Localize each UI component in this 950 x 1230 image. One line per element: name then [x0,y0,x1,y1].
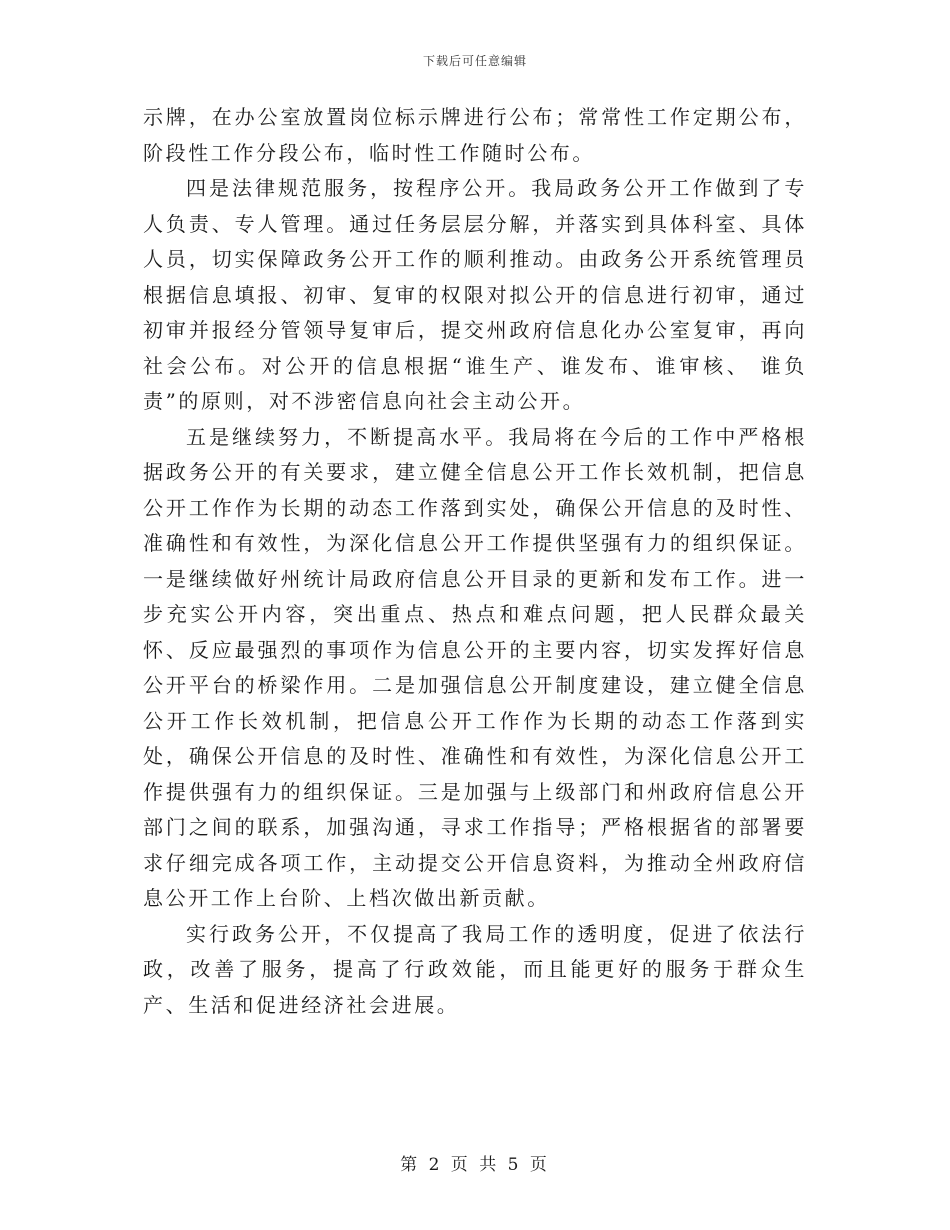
paragraph-item-five: 五是继续努力，不断提高水平。我局将在今后的工作中严格根据政务公开的有关要求，建立健全信息公开工作长效机制，把信息公开工作作为长期的动态工作落到实处，确保公开信息的及时性、准确性和有效性，为深化信息公开工作提供坚强有力的组织保证。一是继续做好州统计局政府信息公开目录的更新和发布工作。进一步充实公开内容，突出重点、热点和难点问题，把人民群众最关怀、反应最强烈的事项作为信息公开的主要内容，切实发挥好信息公开平台的桥梁作用。二是加强信息公开制度建设，建立健全信息公开工作长效机制，把信息公开工作作为长期的动态工作落到实处，确保公开信息的及时性、准确性和有效性，为深化信息公开工作提供强有力的组织保证。三是加强与上级部门和州政府信息公开部门之间的联系，加强沟通，寻求工作指导；严格根据省的部署要求仔细完成各项工作，主动提交公开信息资料，为推动全州政府信息公开工作上台阶、上档次做出新贡献。 [143,424,807,910]
document-body [143,100,807,1023]
paragraph-conclusion: 实行政务公开，不仅提高了我局工作的透明度，促进了依法行政，改善了服务，提高了行政效能，而且能更好的服务于群众生产、生活和促进经济社会进展。 [143,921,807,1017]
page-number: 第 2 页 共 5 页 [400,1155,550,1175]
paragraph-continuation: 示牌，在办公室放置岗位标示牌进行公布；常常性工作定期公布，阶段性工作分段公布，临时性工作随时公布。 [143,105,807,165]
page-header-note: 下载后可任意编辑 [422,54,527,68]
paragraph-item-four: 四是法律规范服务，按程序公开。我局政务公开工作做到了专人负责、专人管理。通过任务层层分解，并落实到具体科室、具体人员，切实保障政务公开工作的顺利推动。由政务公开系统管理员根据信息填报、初审、复审的权限对拟公开的信息进行初审，通过初审并报经分管领导复审后，提交州政府信息化办公室复审，再向社会公布。对公开的信息根据“谁生产、谁发布、谁审核、 谁负责”的原则，对不涉密信息向社会主动公开。 [143,176,807,413]
